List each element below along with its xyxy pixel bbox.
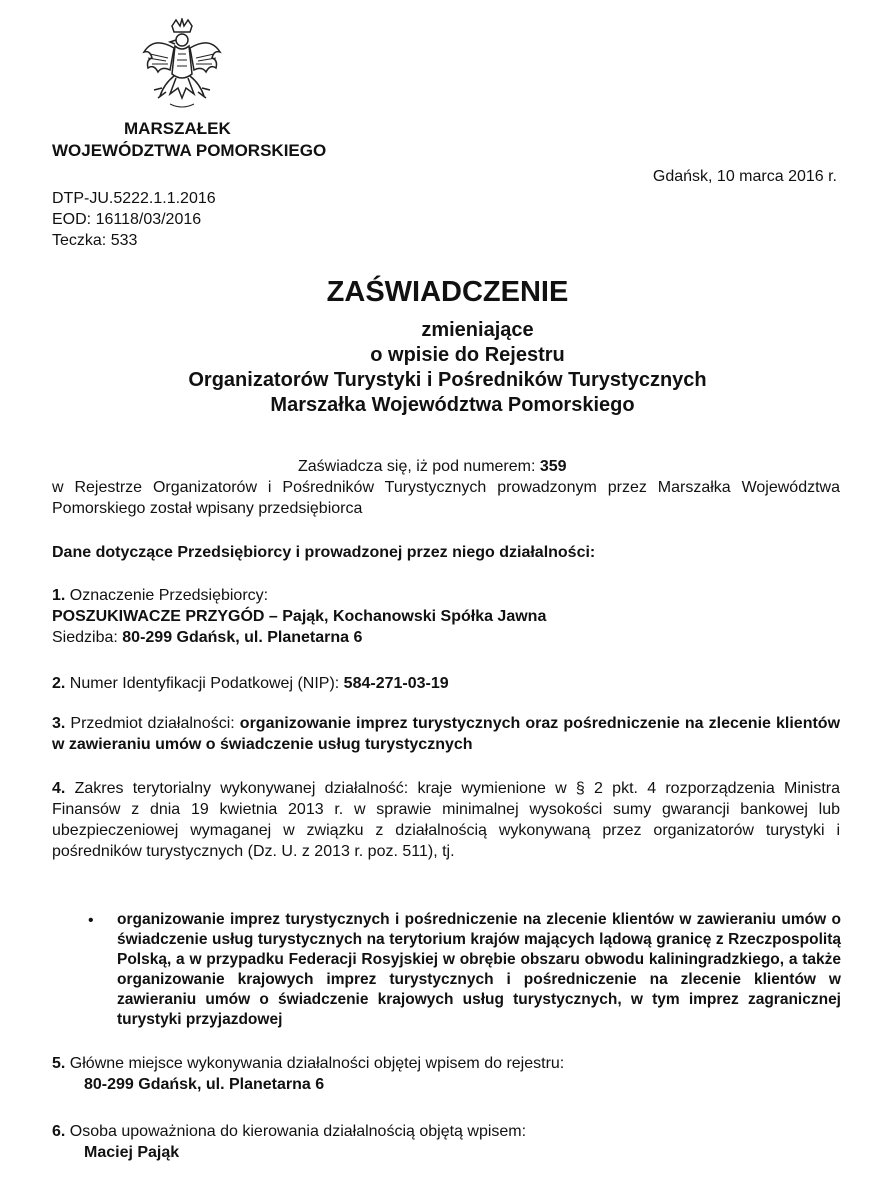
section-heading: Dane dotyczące Przedsiębiorcy i prowadzonej przez niego działalności: (52, 544, 596, 561)
section-6 (52, 1121, 840, 1163)
seat-address: 80-299 Gdańsk, ul. Planetarna 6 (117, 629, 363, 646)
nip-number: 584-271-03-19 (343, 675, 449, 692)
business-scope: organizowanie imprez turystycznych oraz pośredniczenie na zlecenie klientów w zawieraniu umów o świadczenie usług turystycznych (52, 715, 841, 753)
section-number: 3. (52, 715, 66, 732)
subtitle-line: Marszałka Województwa Pomorskiego (270, 394, 635, 416)
bullet-marker: • (88, 912, 94, 929)
section-label: Numer Identyfikacji Podatkowej (NIP): (65, 675, 344, 692)
document-title: ZAŚWIADCZENIE (326, 276, 569, 308)
section-number: 6. (52, 1123, 66, 1140)
section-label: Przedmiot działalności: (65, 715, 240, 732)
subtitle-line: o wpisie do Rejestru (370, 344, 565, 366)
territorial-scope-bullet: organizowanie imprez turystycznych i pośredniczenie na zlecenie klientów w zawieraniu umów o świadczenie usług turystycznych na terytorium krajów mających lądową granicę z Rzeczpospolitą Polską, a w przypadku Federacji Rosyjskiej w obrębie obszaru obwodu kaliningradzkiego, a także organizowanie krajowych imprez turystycznych i pośredniczenie na zlecenie klientów w zawieraniu umów o świadczenie krajowych usług turystycznych, w tym imprez zagranicznej turystyki przyjazdowej (117, 911, 841, 1028)
issuing-office (52, 118, 326, 162)
subtitle-line: zmieniające (421, 319, 534, 341)
section-2 (52, 673, 840, 694)
territorial-scope-text: Zakres terytorialny wykonywanej działalność: kraje wymienione w § 2 pkt. 4 rozporządzenia Ministra Finansów z dnia 19 kwietnia 2013 r. w sprawie minimalnej wysokości sumy gwarancji bankowej lub ubezpieczeniowej wymaganej w związku z działalnością wykonywaną przez organizatorów turystyki i pośredników turystycznych (Dz. U. z 2013 r. poz. 511), tj. (52, 780, 840, 860)
section-number: 2. (52, 675, 66, 692)
section-number: 1. (52, 587, 66, 604)
entrepreneur-name: POSZUKIWACZE PRZYGÓD – Pająk, Kochanowski Spółka Jawna (52, 608, 547, 625)
section-label: Osoba upoważniona do kierowania działalnością objętą wpisem: (65, 1123, 527, 1140)
eagle-emblem-icon (140, 18, 224, 114)
subtitle-line: Organizatorów Turystyki i Pośredników Turystycznych (188, 369, 707, 391)
authorized-person: Maciej Pająk (84, 1144, 180, 1161)
office-line-1: MARSZAŁEK (124, 119, 231, 138)
reference-numbers (52, 188, 216, 251)
section-4 (52, 778, 840, 862)
intro-paragraph (52, 456, 840, 519)
reference-folder: Teczka: 533 (52, 232, 138, 249)
main-place-of-business: 80-299 Gdańsk, ul. Planetarna 6 (84, 1076, 325, 1093)
section-1 (52, 585, 840, 648)
document-subtitle (0, 318, 895, 418)
intro-rest: w Rejestrze Organizatorów i Pośredników Turystycznych prowadzonym przez Marszałka Województwa Pomorskiego został wpisany przedsiębiorca (52, 479, 840, 517)
section-3 (52, 713, 840, 755)
reference-case-number: DTP-JU.5222.1.1.2016 (52, 190, 216, 207)
section-label: Oznaczenie Przedsiębiorcy: (65, 587, 269, 604)
section-5 (52, 1053, 840, 1095)
reference-eod-number: EOD: 16118/03/2016 (52, 211, 202, 228)
section-label: Główne miejsce wykonywania działalności objętej wpisem do rejestru: (65, 1055, 565, 1072)
section-number: 4. (52, 780, 66, 797)
document-date: Gdańsk, 10 marca 2016 r. (652, 168, 837, 185)
register-number: 359 (539, 458, 567, 475)
seat-label: Siedziba: (52, 629, 118, 646)
section-number: 5. (52, 1055, 66, 1072)
intro-line-prefix: Zaświadcza się, iż pod numerem: (298, 458, 540, 475)
office-line-2: WOJEWÓDZTWA POMORSKIEGO (52, 141, 327, 160)
